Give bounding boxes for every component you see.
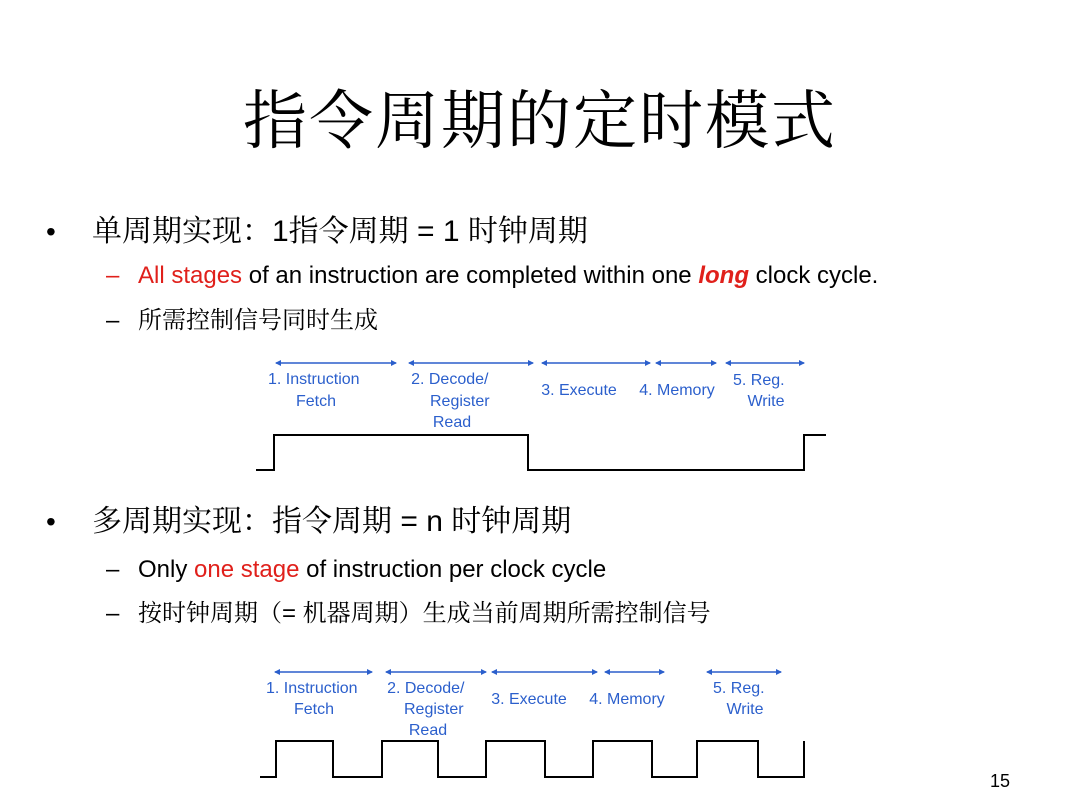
stage-label-reg-write: 5. Reg. Write xyxy=(712,680,765,718)
long-emphasis: long xyxy=(698,262,749,289)
one-stage-highlight: one stage xyxy=(194,556,300,583)
single-cycle-point-1 xyxy=(138,259,878,293)
stage-label-reg-write: 5. Reg. Write xyxy=(732,372,785,410)
stage-label-decode: 2. Decode/ Register Read xyxy=(411,371,490,431)
page-number: 15 xyxy=(990,771,1011,791)
sub-bullet-marker: – xyxy=(106,556,120,583)
sub-bullet-marker: – xyxy=(106,307,120,334)
point-text: clock cycle. xyxy=(748,262,879,289)
point-text: of an instruction are completed within one xyxy=(242,262,699,289)
single-cycle-point-2: 所需控制信号同时生成 xyxy=(138,307,378,334)
stage-label-execute: 3. Execute xyxy=(541,382,617,399)
bullet-marker: • xyxy=(46,216,56,247)
multi-cycle-point-1 xyxy=(138,553,606,587)
sub-bullet-marker: – xyxy=(106,600,120,627)
sub-bullet-marker: – xyxy=(106,262,120,289)
single-cycle-timing-diagram xyxy=(0,350,1080,480)
stage-label-memory: 4. Memory xyxy=(639,382,715,399)
stage-label-fetch: 1. Instruction Fetch xyxy=(267,371,360,410)
slide-title: 指令周期的定时模式 xyxy=(243,85,837,159)
point-text: of instruction per clock cycle xyxy=(299,556,607,583)
stage-label-memory: 4. Memory xyxy=(589,691,665,708)
stage-label-execute: 3. Execute xyxy=(491,691,567,708)
multi-cycle-point-2: 按时钟周期（= 机器周期）生成当前周期所需控制信号 xyxy=(138,600,711,627)
clock-waveform xyxy=(260,741,804,777)
stage-label-fetch: 1. Instruction Fetch xyxy=(265,680,358,718)
stage-label-decode: 2. Decode/ Register Read xyxy=(387,680,465,739)
multi-cycle-heading: 多周期实现：指令周期 = n 时钟周期 xyxy=(92,505,572,538)
multi-cycle-timing-diagram xyxy=(0,660,1080,790)
point-text: Only xyxy=(138,556,195,583)
single-cycle-heading: 单周期实现：1指令周期 = 1 时钟周期 xyxy=(92,215,588,248)
clock-waveform xyxy=(256,435,826,470)
bullet-marker: • xyxy=(46,506,56,537)
all-stages-highlight: All stages xyxy=(138,262,243,289)
